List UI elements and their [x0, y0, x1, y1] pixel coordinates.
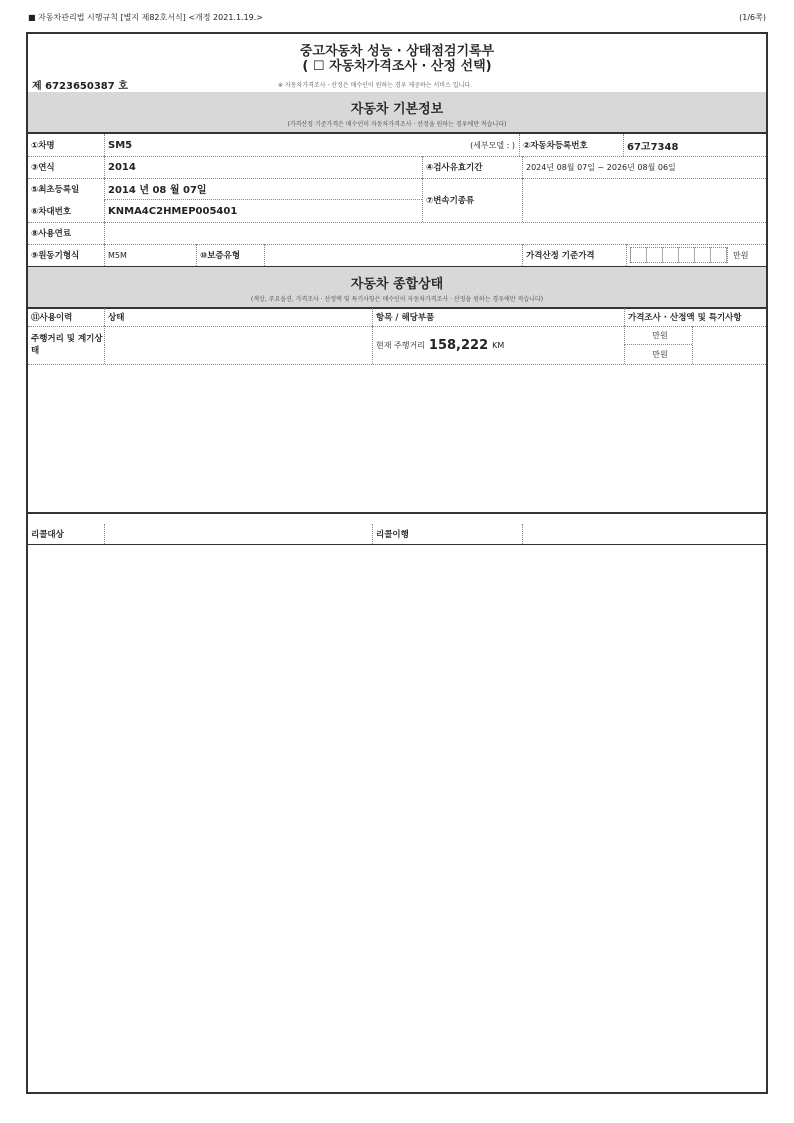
- inspect-value: 2024년 08월 07일 ~ 2026년 08월 06일: [522, 156, 768, 178]
- basic-info-title: 자동차 기본정보: [350, 102, 444, 117]
- header-note: ※ 자동차가격조사 · 산정은 매수인이 원하는 경우 제공하는 서비스 입니다.: [278, 82, 473, 89]
- mileage-label: 주행거리 및 계기상태: [31, 334, 103, 356]
- motor-value: M5M: [104, 244, 196, 266]
- car-name-value: SM5: [104, 134, 394, 156]
- vin-value: KNMA4C2HMEP005401: [104, 200, 422, 222]
- first-reg-value: 2014 년 08 월 07일: [104, 178, 422, 200]
- reg-no-value: 67고7348: [623, 134, 768, 156]
- row-mileage: [28, 326, 766, 365]
- car-name-label: ①차명: [31, 141, 55, 151]
- row-year: [28, 156, 766, 179]
- accident-spacer: [28, 545, 766, 563]
- detail-model: (세부모델 : ): [470, 140, 515, 150]
- mileage-value: 158,222: [428, 337, 489, 353]
- mileage-note: [692, 326, 768, 364]
- col-item: 항목 / 해당부품: [372, 308, 624, 326]
- form-law: ■ 자동차관리법 시행규칙 [별지 제82호서식] <개정 2021.1.19.>: [28, 13, 264, 22]
- price-boxes: [626, 244, 730, 266]
- overall-subtitle: (색상, 주요옵션, 가격조사 · 산정액 및 특기사항은 매수인이 자동차가격조사 · 산정을 원하는 경우에만 적습니다): [250, 296, 544, 303]
- mileage-unit: KM: [492, 340, 505, 350]
- form-caption: [28, 12, 766, 23]
- mileage-text: 현재 주행거리: [376, 340, 425, 350]
- noop: [28, 512, 766, 514]
- overall-band: [28, 267, 766, 309]
- price-unit: 만원: [733, 250, 749, 260]
- recall-label: 리콜대상: [31, 530, 64, 540]
- recall-options: [104, 524, 372, 544]
- mileage-won-1: 만원: [624, 326, 692, 345]
- warranty-label: ⑩보증유형: [196, 244, 264, 266]
- price-label: 가격산정 기준가격: [522, 244, 626, 266]
- warranty-options: [264, 244, 522, 266]
- motor-label: ⑨원동기형식: [31, 251, 80, 261]
- trans-options: [522, 178, 768, 222]
- form-header: [28, 34, 766, 94]
- trans-label: ⑦변속기종류: [422, 178, 522, 222]
- year-value: 2014: [104, 156, 422, 178]
- mileage-state: [104, 326, 372, 345]
- inspect-label: ④검사유효기간: [422, 156, 522, 178]
- form-subtitle: ( ☐ 자동차가격조사 · 산정 선택): [302, 59, 492, 74]
- basic-info-band: [28, 92, 766, 134]
- row-motor: [28, 244, 766, 268]
- overall-title: 자동차 종합상태: [350, 277, 444, 292]
- col-price-note: 가격조사 · 산정액 및 특기사항: [624, 308, 768, 326]
- year-label: ③연식: [31, 163, 55, 173]
- vin-label: ⑥차대번호: [31, 207, 72, 217]
- row-car-name: [28, 134, 766, 157]
- fuel-label: ⑧사용연료: [31, 229, 72, 239]
- mileage-won-2: 만원: [624, 345, 692, 364]
- page-indicator: (1/6쪽): [739, 13, 766, 22]
- form-title: 중고자동차 성능 · 상태점검기록부: [299, 44, 495, 59]
- fuel-options: [104, 222, 768, 244]
- col-history: ⑪사용이력: [31, 313, 73, 323]
- document-number: 제 6723650387 호: [32, 81, 128, 92]
- reg-no-label: ②자동차등록번호: [519, 134, 623, 156]
- basic-info-subtitle: (가격산정 기준가격은 매수인이 자동차가격조사 · 산정을 원하는 경우에만 적습니다): [287, 121, 507, 128]
- overall-header-row: [28, 308, 766, 327]
- row-recall: [28, 524, 766, 546]
- recall-item-options: [522, 524, 768, 544]
- row-fuel: [28, 222, 766, 245]
- inspection-form: [26, 32, 768, 1094]
- first-reg-label: ⑤최초등록일: [31, 185, 80, 195]
- row-first-reg: [28, 178, 766, 223]
- col-state: 상태: [104, 308, 372, 326]
- mileage-level: [104, 345, 372, 364]
- mileage-reading: [372, 326, 624, 364]
- recall-item: 리콜이행: [372, 524, 522, 544]
